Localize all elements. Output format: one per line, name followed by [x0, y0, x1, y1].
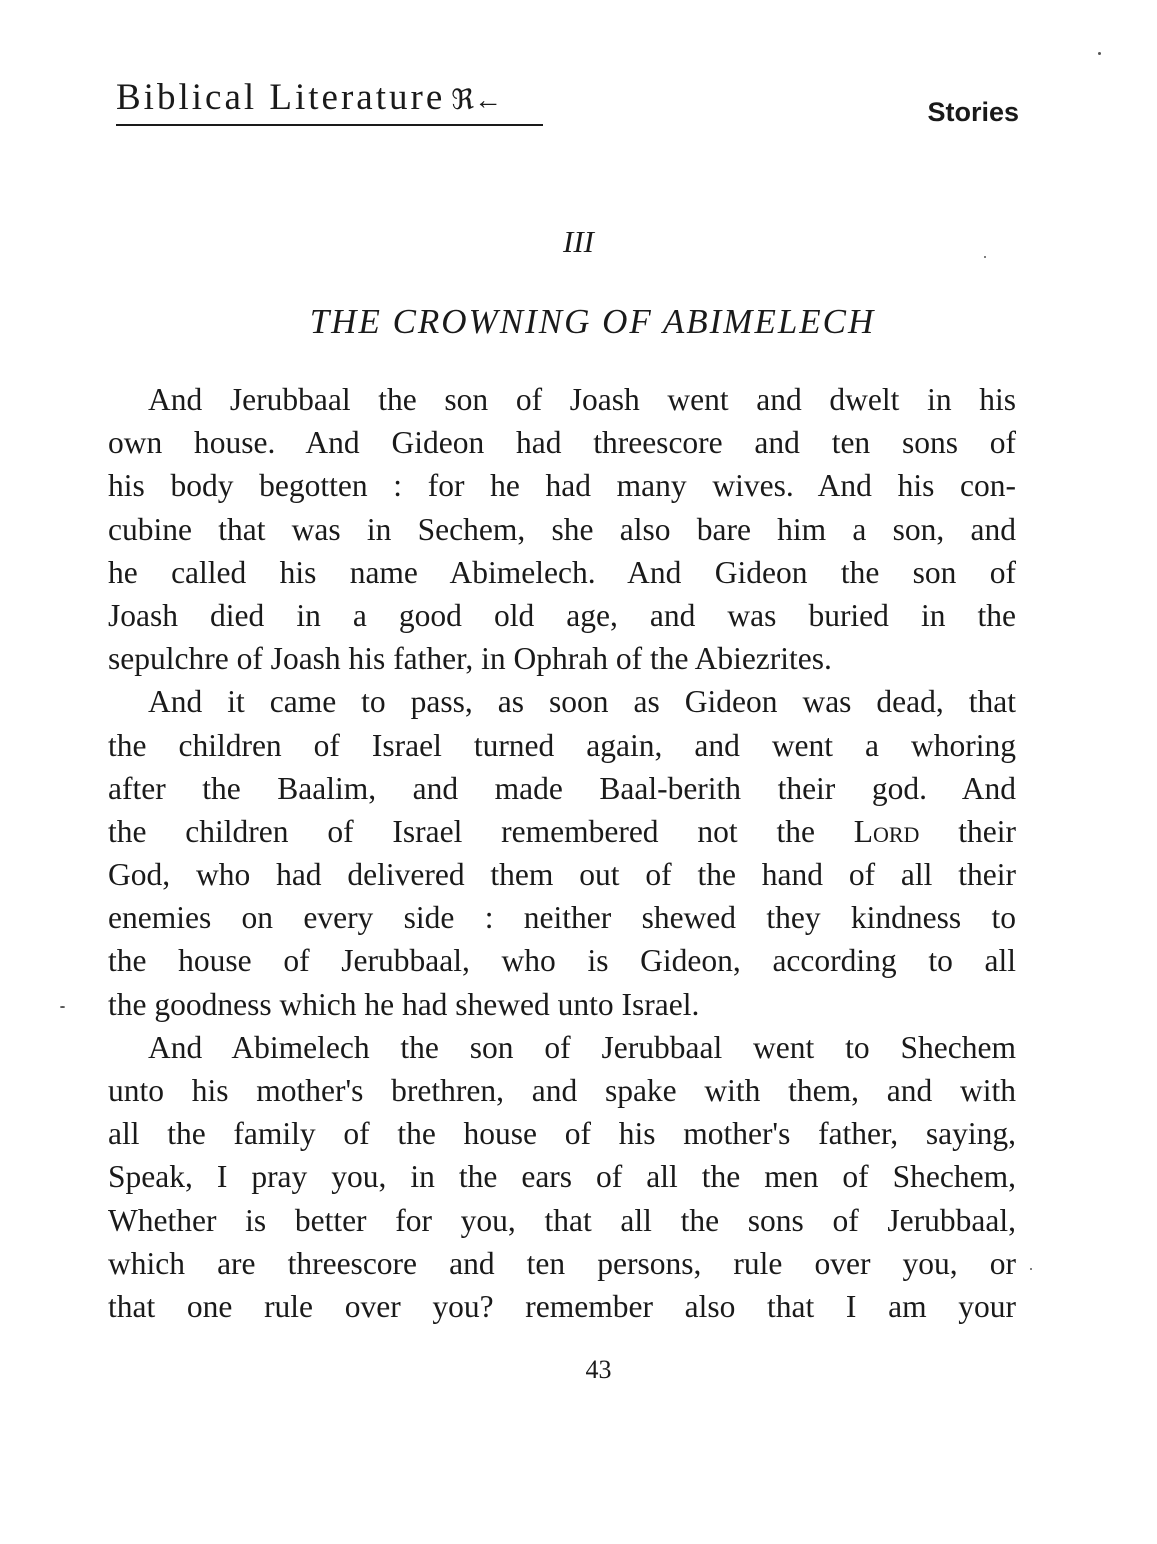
scan-speck	[1030, 1268, 1032, 1270]
text-line: Joash died in a good old age, and was buried in the	[108, 597, 1016, 633]
text-segment: the children of Israel remembered not the	[108, 813, 854, 849]
text-line: his body begotten : for he had many wives. And his con-	[108, 468, 1016, 504]
smallcaps-word: Lord	[853, 813, 920, 849]
text-line: the goodness which he had shewed unto Israel.	[108, 986, 700, 1022]
ornament-icon: ℜ←	[451, 85, 503, 116]
running-title-text: Biblical Literature	[116, 77, 446, 118]
running-header-section: Stories	[927, 97, 1019, 127]
chapter-title: THE CROWNING OF ABIMELECH	[309, 302, 876, 341]
text-line: all the family of the house of his mother's father, saying,	[108, 1116, 1016, 1152]
running-header-title	[116, 76, 502, 123]
body-text	[108, 378, 1016, 1328]
text-line-with-smallcaps	[108, 810, 1016, 853]
text-line: own house. And Gideon had threescore and ten sons of	[108, 425, 1016, 461]
text-line: And it came to pass, as soon as Gideon was dead, that	[148, 684, 1016, 720]
scan-speck	[984, 256, 986, 258]
scan-speck	[1098, 52, 1101, 55]
text-line: the house of Jerubbaal, who is Gideon, according to all	[108, 943, 1016, 979]
page-number: 43	[585, 1355, 612, 1384]
text-line: that one rule over you? remember also that I am your	[108, 1288, 1016, 1324]
text-line: Speak, I pray you, in the ears of all the men of Shechem,	[108, 1159, 1016, 1195]
text-line: unto his mother's brethren, and spake with them, and with	[108, 1073, 1016, 1108]
text-line: after the Baalim, and made Baal-berith their god. And	[108, 770, 1016, 806]
text-line: enemies on every side : neither shewed they kindness to	[108, 900, 1016, 936]
text-line: which are threescore and ten persons, rule over you, or	[108, 1245, 1016, 1281]
text-line: God, who had delivered them out of the hand of all their	[108, 857, 1016, 893]
text-line: And Abimelech the son of Jerubbaal went to Shechem	[148, 1029, 1016, 1065]
text-line: the children of Israel turned again, and went a whoring	[108, 727, 1016, 763]
chapter-numeral: III	[563, 224, 594, 259]
header-underline	[116, 124, 543, 126]
text-line: he called his name Abimelech. And Gideon the son of	[108, 554, 1016, 590]
text-line: Whether is better for you, that all the sons of Jerubbaal,	[108, 1202, 1016, 1238]
scan-speck	[60, 1006, 65, 1008]
text-line: And Jerubbaal the son of Joash went and dwelt in his	[148, 382, 1016, 417]
text-line: cubine that was in Sechem, she also bare him a son, and	[108, 511, 1016, 547]
text-line: sepulchre of Joash his father, in Ophrah of the Abiezrites.	[108, 641, 832, 677]
text-segment: their	[919, 813, 1016, 849]
